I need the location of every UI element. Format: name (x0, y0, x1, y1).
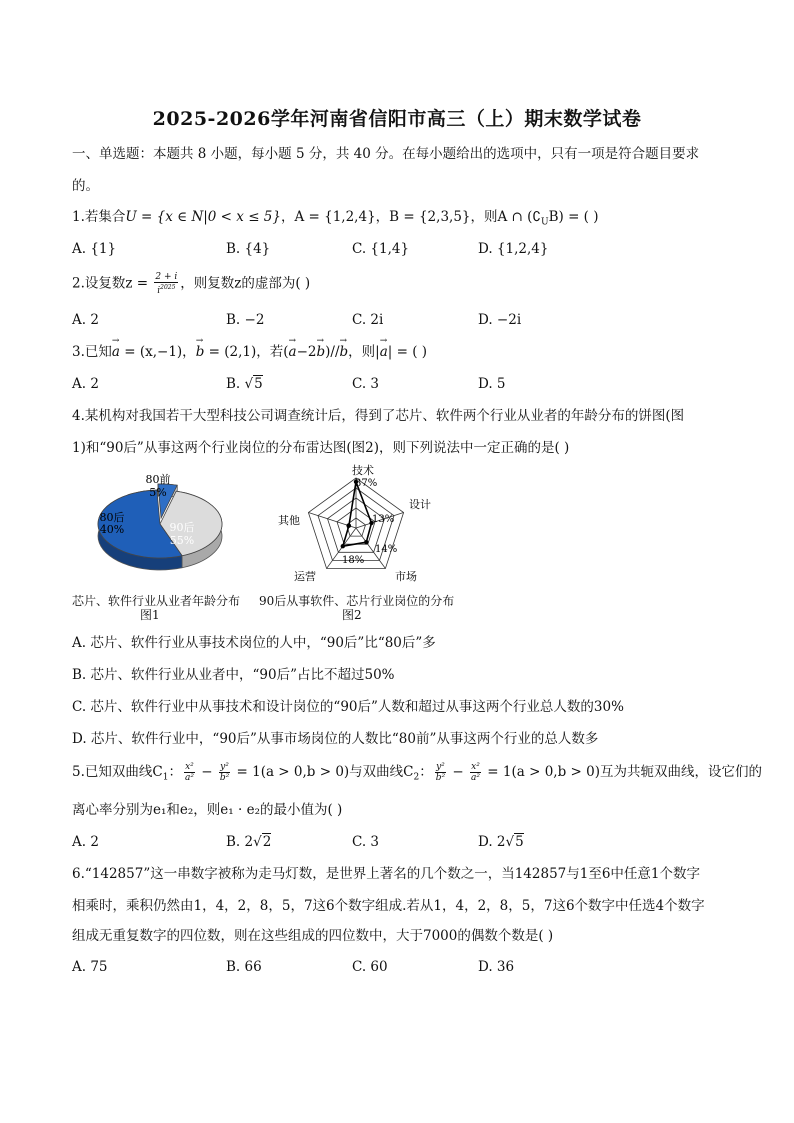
radar-point (341, 544, 345, 548)
fraction: $\frac{\text{x²}}{\text{a²}}$ (471, 762, 481, 783)
radar-point (347, 524, 351, 528)
q6-option-d[interactable]: D. 36 (478, 959, 515, 975)
radar-axis-label-ops: 运营 (294, 570, 316, 583)
question-4: 4.某机构对我国若干大型科技公司调查统计后，得到了芯片、软件两个行业从业者的年龄分布的饼图(图 (72, 408, 685, 424)
q1-option-d[interactable]: D. {1,2,4} (478, 241, 549, 257)
q6-option-c[interactable]: C. 60 (352, 959, 388, 975)
fraction: $\frac{\text{y²}}{\text{b²}}$ (435, 762, 446, 783)
q5-option-a[interactable]: A. 2 (72, 834, 99, 850)
q4-option-d[interactable]: D. 芯片、软件行业中，“90后”从事市场岗位的人数比“80前”从事这两个行业的总人数多 (72, 731, 599, 747)
pie-pct-80h: 40% (99, 523, 125, 536)
q1-option-a[interactable]: A. {1} (72, 241, 117, 257)
q3-option-b[interactable]: B. √5 (226, 376, 263, 392)
section-heading-cont: 的。 (72, 178, 99, 194)
radar-value-tech: 37% (355, 478, 378, 489)
radar-axis-label-tech: 技术 (352, 464, 374, 477)
q2-option-c[interactable]: C. 2i (352, 312, 384, 328)
figure-1-pie-chart (82, 466, 232, 576)
question-6-cont1: 相乘时，乘积仍然由1，4，2，8，5，7这6个数字组成.若从1，4，2，8，5，7这6个数字中任选4个数字 (72, 898, 705, 914)
question-6-cont2: 组成无重复数字的四位数，则在这些组成的四位数中，大于7000的偶数个数是( ) (72, 928, 554, 944)
pie-label-80h: 80后 (99, 511, 125, 524)
q6-option-b[interactable]: B. 66 (226, 959, 262, 975)
q2-option-a[interactable]: A. 2 (72, 312, 99, 328)
q2-option-d[interactable]: D. −2i (478, 312, 522, 328)
pie-label-90h: 90后 (169, 521, 195, 534)
q1-option-c[interactable]: C. {1,4} (352, 241, 410, 257)
radar-value-market: 14% (375, 544, 398, 555)
figure-2-caption: 90后从事软件、芯片行业岗位的分布 (259, 594, 455, 608)
sqrt: √5 (244, 376, 263, 392)
question-5-cont: 离心率分别为e₁和e₂，则e₁ · e₂的最小值为( ) (72, 802, 343, 818)
q4-option-a[interactable]: A. 芯片、软件行业从事技术岗位的人中，“90后”比“80后”多 (72, 635, 436, 651)
radar-axis-label-other: 其他 (278, 514, 300, 527)
q3-option-d[interactable]: D. 5 (478, 376, 506, 392)
q4-option-b[interactable]: B. 芯片、软件行业从业者中，“90后”占比不超过50% (72, 667, 395, 683)
figure-1-caption: 芯片、软件行业从业者年龄分布 (72, 594, 241, 608)
q4-option-c[interactable]: C. 芯片、软件行业中从事技术和设计岗位的“90后”人数和超过从事这两个行业总人数的30% (72, 699, 624, 715)
radar-value-design: 13% (372, 514, 395, 525)
q3-option-a[interactable]: A. 2 (72, 376, 99, 392)
question-3: 3.已知→ a = (x,−1)，→ b = (2,1)，若(→ a−2→ b)//→ b，则|→ a| = ( ) (72, 342, 427, 362)
figure-2-radar-chart (272, 462, 442, 592)
radar-point (364, 540, 368, 544)
fraction: $\frac{\text{x²}}{\text{a²}}$ (184, 762, 194, 783)
sqrt: √5 (505, 834, 524, 850)
question-1: 1.若集合U = {x ∈ N|0 < x ≤ 5}，A = {1,2,4}，B = {2,3,5}，则A ∩ $(∁_UB)$ = ( ) (72, 209, 599, 228)
pie-label-80q: 80前 (145, 473, 171, 486)
fraction: $\frac{\text{y²}}{\text{b²}}$ (219, 762, 230, 783)
figure-2-label: 图2 (342, 608, 362, 622)
q2-option-b[interactable]: B. −2 (226, 312, 265, 328)
exam-title: 2025-2026学年河南省信阳市高三（上）期末数学试卷 (152, 108, 642, 130)
pie-pct-80q: 5% (149, 486, 167, 499)
sqrt: √2 (253, 834, 272, 850)
question-2: 2.设复数z = $\frac{2 + i}{i^{2025}}$ ，则复数z的虚部为( ) (72, 272, 311, 296)
q5-option-b[interactable]: B. 2√2 (226, 834, 272, 850)
question-4-cont: 1)和“90后”从事这两个行业岗位的分布雷达图(图2)，则下列说法中一定正确的是( ) (72, 440, 570, 456)
pie-pct-90h: 55% (169, 534, 195, 547)
figure-1-label: 图1 (140, 608, 160, 622)
radar-axis-label-market: 市场 (395, 570, 417, 583)
fraction: $\frac{2 + i}{i^{2025}}$ (155, 272, 178, 296)
radar-value-ops: 18% (342, 555, 365, 566)
q3-option-c[interactable]: C. 3 (352, 376, 380, 392)
q5-option-c[interactable]: C. 3 (352, 834, 380, 850)
q6-option-a[interactable]: A. 75 (72, 959, 108, 975)
question-6: 6.“142857”这一串数字被称为走马灯数，是世界上著名的几个数之一，当142857与1至6中任意1个数字 (72, 866, 701, 882)
radar-axis-label-design: 设计 (409, 498, 431, 511)
section-heading: 一、单选题：本题共 8 小题，每小题 5 分，共 40 分。在每小题给出的选项中，只有一项是符合题目要求 (72, 146, 700, 162)
question-5: 5.已知双曲线$C_1$： $\frac{\text{x²}}{\text{a²}}$ − $\frac{\text{y²}}{\text{b²}}$ = 1(a > 0,b > 0)与双曲线$C_2$： $\frac{\text{y²}}{\text{b²}}$ − $\frac{\text{x²}}{\text{a²}}$ = 1(a > 0,b > 0)互为共轭双曲线，设它们的 (72, 762, 762, 783)
q5-option-d[interactable]: D. 2√5 (478, 834, 524, 850)
q1-option-b[interactable]: B. {4} (226, 241, 271, 257)
